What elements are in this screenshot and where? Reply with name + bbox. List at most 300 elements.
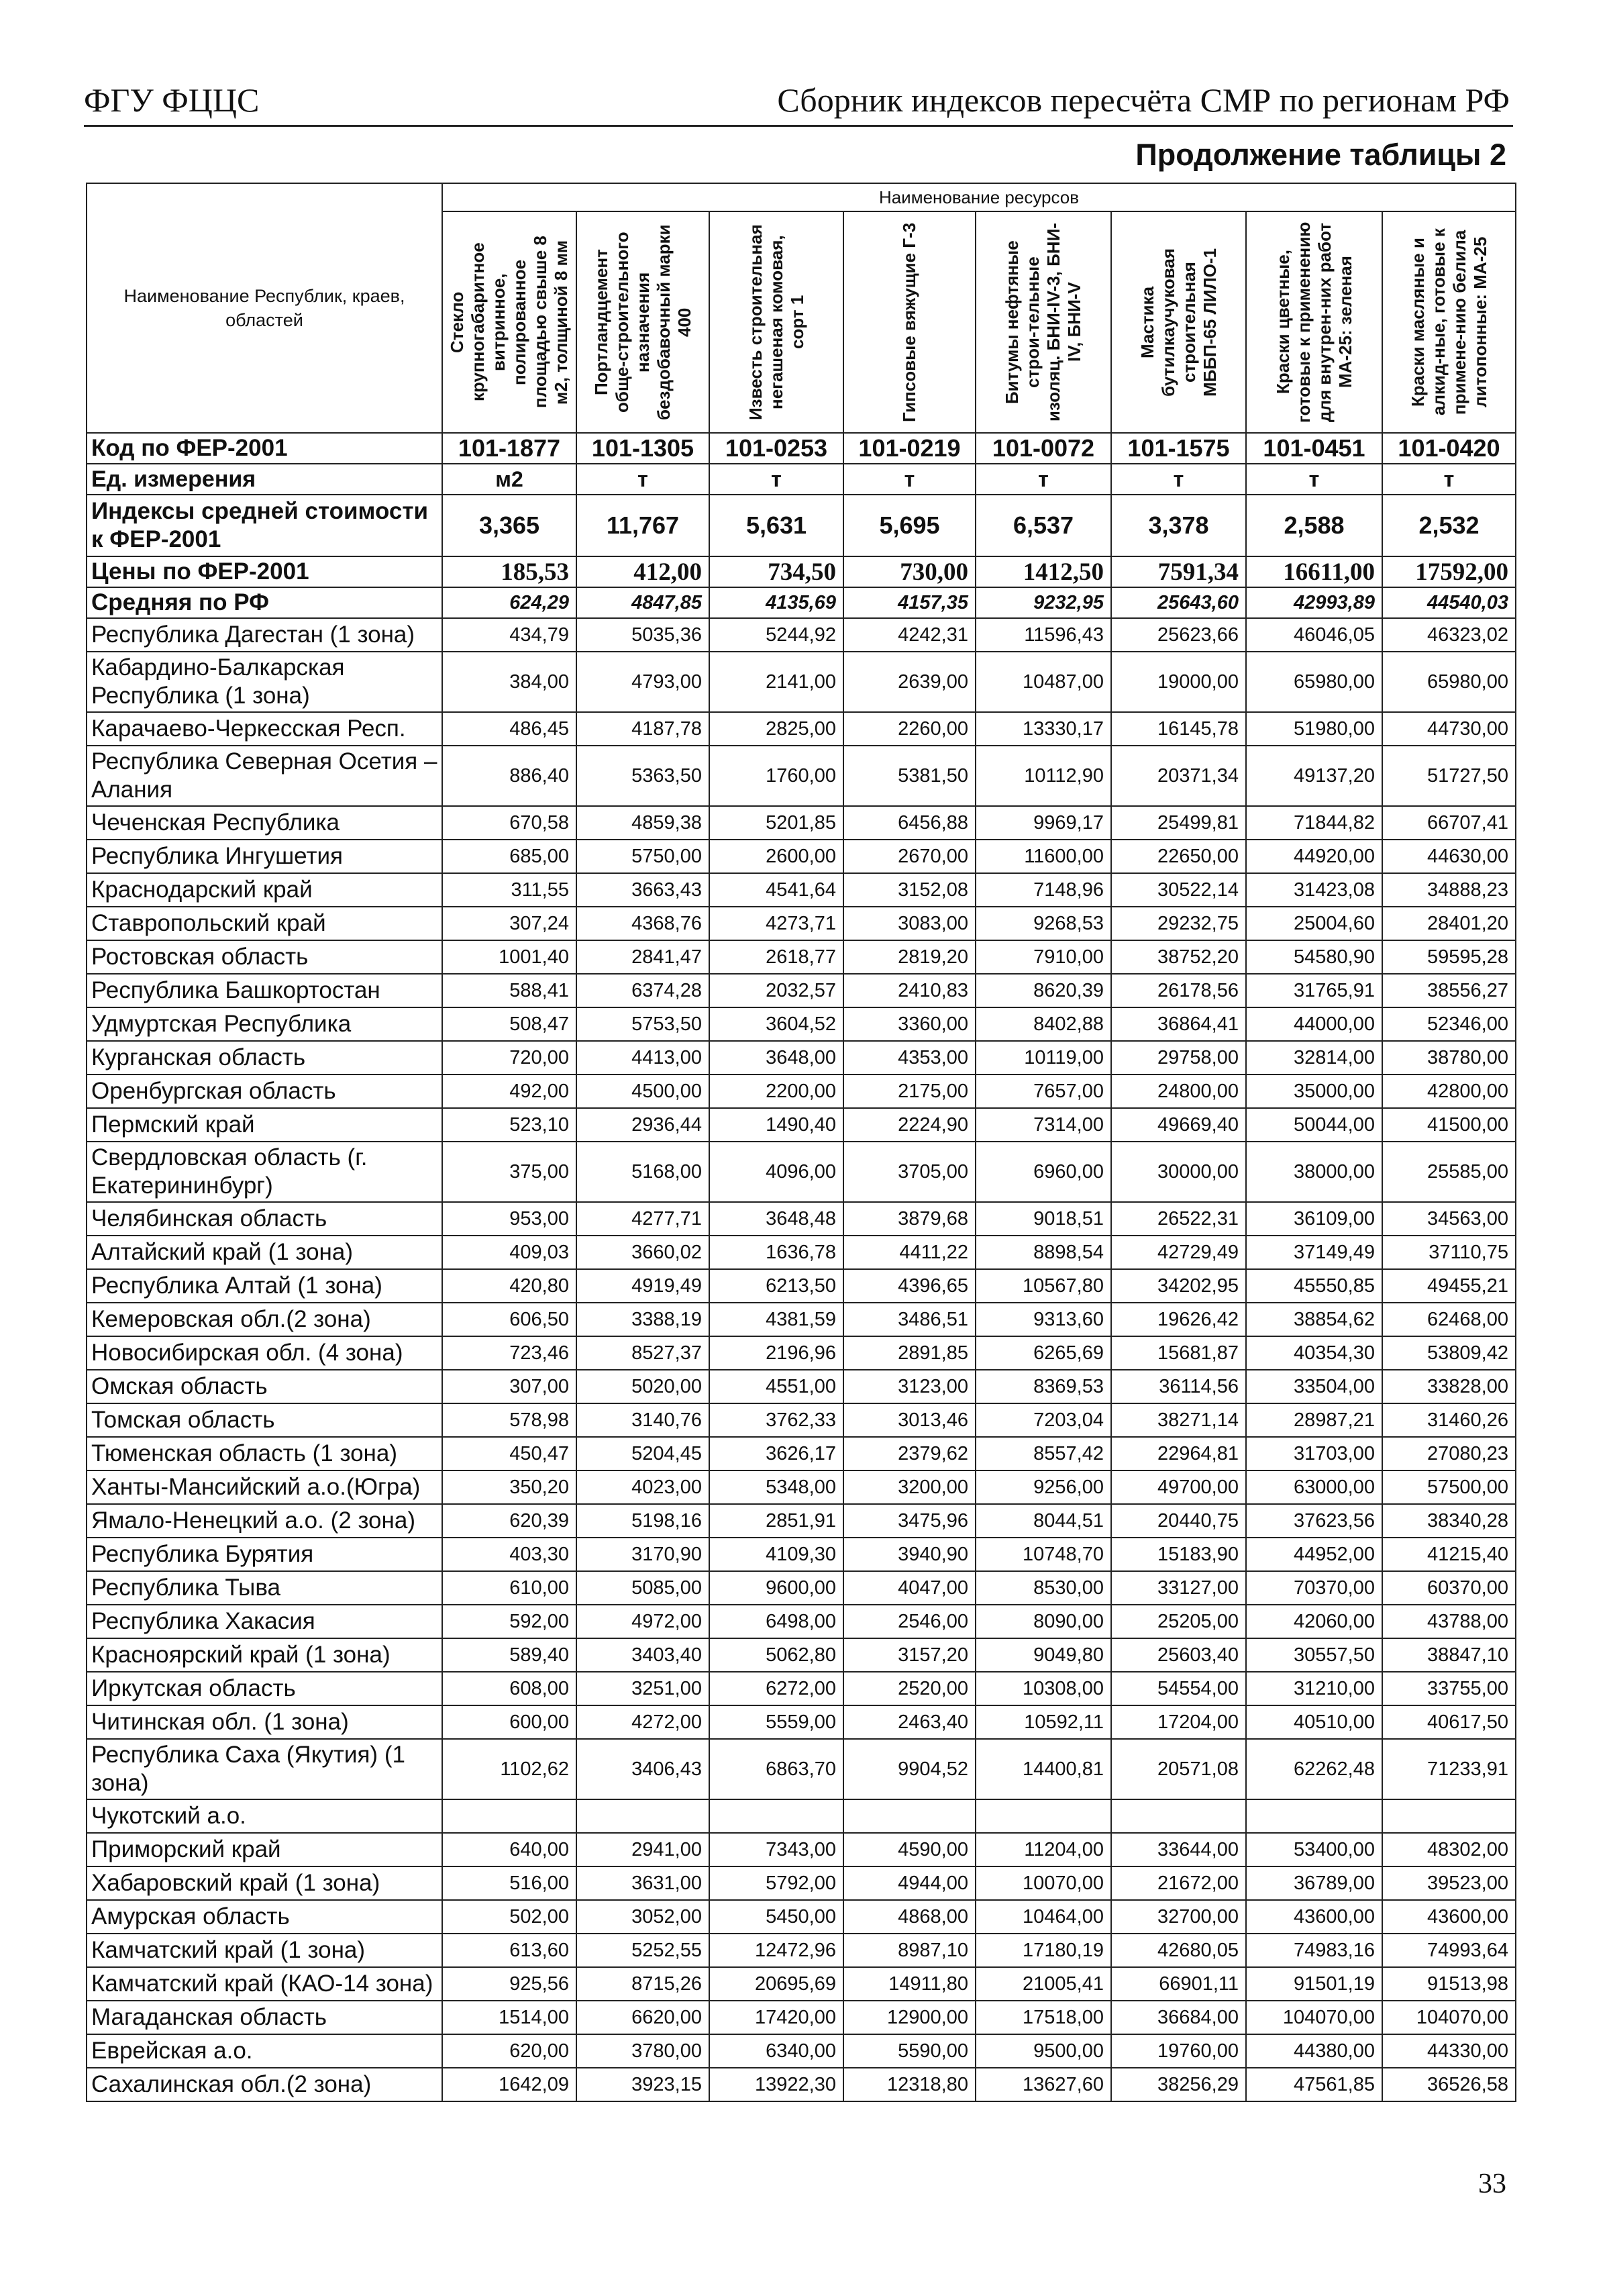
table-row [87,1303,1516,1336]
table-row [87,1900,1516,1934]
value-cell: 91501,19 [1246,1967,1382,2001]
value-cell: 15183,90 [1111,1538,1246,1571]
value-cell: 17592,00 [1382,556,1516,587]
value-cell: 2196,96 [709,1336,843,1370]
value-cell: 44730,00 [1382,712,1516,746]
value-cell: 6863,70 [709,1739,843,1799]
value-cell: 30557,50 [1246,1638,1382,1672]
value-cell: м2 [442,464,576,495]
table-body [87,433,1516,2101]
value-cell: 8369,53 [976,1370,1111,1403]
value-cell: 71844,82 [1246,806,1382,840]
value-cell: 25205,00 [1111,1605,1246,1638]
value-cell: 46323,02 [1382,618,1516,652]
table-row [87,2034,1516,2068]
value-cell: 44000,00 [1246,1007,1382,1041]
value-cell: 5201,85 [709,806,843,840]
table-caption: Продолжение таблицы 2 [1135,138,1506,172]
value-cell: 5792,00 [709,1866,843,1900]
value-cell: 32700,00 [1111,1900,1246,1934]
value-cell: 20440,75 [1111,1504,1246,1538]
value-cell: 33828,00 [1382,1370,1516,1403]
table-row [87,618,1516,652]
value-cell: 31460,26 [1382,1403,1516,1437]
table-row [87,1202,1516,1236]
table-row [87,1739,1516,1799]
table-row [87,940,1516,974]
value-cell: 2546,00 [843,1605,976,1638]
value-cell: 9049,80 [976,1638,1111,1672]
region-name: Республика Дагестан (1 зона) [87,618,442,652]
table-row [87,2001,1516,2034]
value-cell: 11204,00 [976,1833,1111,1866]
value-cell: 6456,88 [843,806,976,840]
value-cell: 9969,17 [976,806,1111,840]
value-cell: 20371,34 [1111,746,1246,806]
region-name: Кабардино-Балкарская Республика (1 зона) [87,652,442,712]
value-cell [1246,1799,1382,1833]
value-cell: 486,45 [442,712,576,746]
value-cell: 6272,00 [709,1672,843,1705]
value-cell: 4551,00 [709,1370,843,1403]
value-cell: 3631,00 [576,1866,709,1900]
value-cell: 5450,00 [709,1900,843,1934]
value-cell: 3157,20 [843,1638,976,1672]
region-name: Алтайский край (1 зона) [87,1236,442,1269]
table-row [87,1672,1516,1705]
value-cell [576,1799,709,1833]
value-cell: 685,00 [442,840,576,873]
resource-header-2 [576,211,709,433]
region-name: Республика Саха (Якутия) (1 зона) [87,1739,442,1799]
value-cell: 608,00 [442,1672,576,1705]
table-row [87,1605,1516,1638]
value-cell: 40617,50 [1382,1705,1516,1739]
resource-header-1 [442,211,576,433]
value-cell: 4847,85 [576,587,709,618]
value-cell: 38000,00 [1246,1142,1382,1202]
value-cell: 4242,31 [843,618,976,652]
value-cell: 9018,51 [976,1202,1111,1236]
value-cell: 20695,69 [709,1967,843,2001]
value-cell: 101-0219 [843,433,976,464]
value-cell: 5,695 [843,495,976,556]
value-cell: 16611,00 [1246,556,1382,587]
row-label: Цены по ФЕР-2001 [87,556,442,587]
value-cell: 5244,92 [709,618,843,652]
value-cell: 4157,35 [843,587,976,618]
value-cell: 31423,08 [1246,873,1382,907]
region-name: Красноярский край (1 зона) [87,1638,442,1672]
table-row [87,1108,1516,1142]
value-cell: 42800,00 [1382,1075,1516,1108]
value-cell: 104070,00 [1246,2001,1382,2034]
code-row [87,433,1516,464]
value-cell: 10112,90 [976,746,1111,806]
value-cell: 74983,16 [1246,1934,1382,1967]
value-cell: 2670,00 [843,840,976,873]
value-cell: 7657,00 [976,1075,1111,1108]
resource-name: Известь строительная негашеная комовая, сорт 1 [745,224,807,420]
value-cell: 17204,00 [1111,1705,1246,1739]
value-cell: 36114,56 [1111,1370,1246,1403]
value-cell: 734,50 [709,556,843,587]
row-label: Индексы средней стоимости к ФЕР-2001 [87,495,442,556]
table-row [87,1538,1516,1571]
value-cell: 2410,83 [843,974,976,1007]
resource-name: Краски масляные и алкид-ные, готовые к примене-нию белила литопонные: МА-25 [1407,228,1490,416]
value-cell: 3388,19 [576,1303,709,1336]
value-cell: 13922,30 [709,2068,843,2101]
value-cell: 44540,03 [1382,587,1516,618]
value-cell: 1490,40 [709,1108,843,1142]
value-cell: 32814,00 [1246,1041,1382,1075]
value-cell: 33644,00 [1111,1833,1246,1866]
value-cell: 185,53 [442,556,576,587]
value-cell: 13330,17 [976,712,1111,746]
value-cell: 492,00 [442,1075,576,1108]
value-cell: 34563,00 [1382,1202,1516,1236]
value-cell: 36864,41 [1111,1007,1246,1041]
value-cell: 3780,00 [576,2034,709,2068]
value-cell: 54580,90 [1246,940,1382,974]
value-cell: 12318,80 [843,2068,976,2101]
value-cell: 42729,49 [1111,1236,1246,1269]
value-cell: 3923,15 [576,2068,709,2101]
resource-header-8 [1382,211,1516,433]
row-label: Средняя по РФ [87,587,442,618]
value-cell: 28987,21 [1246,1403,1382,1437]
value-cell: т [1382,464,1516,495]
value-cell: 11596,43 [976,618,1111,652]
value-cell: 886,40 [442,746,576,806]
value-cell: 3486,51 [843,1303,976,1336]
value-cell: 41500,00 [1382,1108,1516,1142]
value-cell: 12472,96 [709,1934,843,1967]
value-cell: 60370,00 [1382,1571,1516,1605]
table-row [87,1833,1516,1866]
value-cell: 66707,41 [1382,806,1516,840]
value-cell: 4541,64 [709,873,843,907]
value-cell: 9904,52 [843,1739,976,1799]
value-cell: 3648,48 [709,1202,843,1236]
value-cell: т [1111,464,1246,495]
value-cell: 723,46 [442,1336,576,1370]
resource-header-6 [1111,211,1246,433]
value-cell: 5198,16 [576,1504,709,1538]
value-cell: 3705,00 [843,1142,976,1202]
row-label: Код по ФЕР-2001 [87,433,442,464]
value-cell: 9232,95 [976,587,1111,618]
value-cell: 49137,20 [1246,746,1382,806]
value-cell: 6620,00 [576,2001,709,2034]
value-cell: 3403,40 [576,1638,709,1672]
value-cell: 953,00 [442,1202,576,1236]
value-cell: 38752,20 [1111,940,1246,974]
value-cell: 1102,62 [442,1739,576,1799]
value-cell: 46046,05 [1246,618,1382,652]
value-cell: 3660,02 [576,1236,709,1269]
value-cell: 4381,59 [709,1303,843,1336]
value-cell: 4868,00 [843,1900,976,1934]
table-row [87,1571,1516,1605]
value-cell: 7591,34 [1111,556,1246,587]
value-cell: 350,20 [442,1470,576,1504]
value-cell: 66901,11 [1111,1967,1246,2001]
value-cell: 7910,00 [976,940,1111,974]
value-cell: 48302,00 [1382,1833,1516,1866]
region-name: Чеченская Республика [87,806,442,840]
region-name: Республика Ингушетия [87,840,442,873]
value-cell: 34202,95 [1111,1269,1246,1303]
value-cell: 2,532 [1382,495,1516,556]
value-cell [442,1799,576,1833]
value-cell: 5204,45 [576,1437,709,1470]
value-cell: 620,00 [442,2034,576,2068]
value-cell: 5168,00 [576,1142,709,1202]
region-name: Карачаево-Черкесская Респ. [87,712,442,746]
value-cell: 57500,00 [1382,1470,1516,1504]
value-cell: 8620,39 [976,974,1111,1007]
value-cell: 3940,90 [843,1538,976,1571]
value-cell: 35000,00 [1246,1075,1382,1108]
value-cell: 610,00 [442,1571,576,1605]
header-org: ФГУ ФЦЦС [84,81,260,119]
value-cell: 51727,50 [1382,746,1516,806]
table-row [87,1403,1516,1437]
value-cell: 3083,00 [843,907,976,940]
value-cell: 5363,50 [576,746,709,806]
table-row [87,974,1516,1007]
resource-name: Гипсовые вяжущие Г-3 [899,222,919,422]
value-cell: 3,365 [442,495,576,556]
region-name: Еврейская а.о. [87,2034,442,2068]
value-cell: 4273,71 [709,907,843,940]
table-row [87,1370,1516,1403]
region-name: Удмуртская Республика [87,1007,442,1041]
value-cell: 70370,00 [1246,1571,1382,1605]
value-cell: 28401,20 [1382,907,1516,940]
value-cell: 8557,42 [976,1437,1111,1470]
value-cell: 3170,90 [576,1538,709,1571]
table-row [87,712,1516,746]
resources-header: Наименование ресурсов [442,183,1516,211]
table-row [87,1269,1516,1303]
table-row [87,1075,1516,1108]
value-cell: 25004,60 [1246,907,1382,940]
table-row [87,2068,1516,2101]
value-cell: 20571,08 [1111,1739,1246,1799]
value-cell: 5559,00 [709,1705,843,1739]
value-cell: 12900,00 [843,2001,976,2034]
value-cell: 37110,75 [1382,1236,1516,1269]
value-cell: 670,58 [442,806,576,840]
value-cell [843,1799,976,1833]
region-name: Томская область [87,1403,442,1437]
value-cell: 65980,00 [1382,652,1516,712]
value-cell: 33504,00 [1246,1370,1382,1403]
table-row [87,1799,1516,1833]
value-cell: 502,00 [442,1900,576,1934]
value-cell: 5,631 [709,495,843,556]
value-cell: 5252,55 [576,1934,709,1967]
value-cell: 30522,14 [1111,873,1246,907]
table-row [87,840,1516,873]
value-cell: 25585,00 [1382,1142,1516,1202]
value-cell: 14400,81 [976,1739,1111,1799]
value-cell: 2463,40 [843,1705,976,1739]
value-cell: 2841,47 [576,940,709,974]
resource-name: Краски цветные, готовые к применению для внутрен-них работ МА-25: зеленая [1272,221,1355,423]
value-cell: 606,50 [442,1303,576,1336]
value-cell: 5753,50 [576,1007,709,1041]
value-cell: 40354,30 [1246,1336,1382,1370]
table-row [87,873,1516,907]
value-cell: 450,47 [442,1437,576,1470]
value-cell: 508,47 [442,1007,576,1041]
value-cell: 38847,10 [1382,1638,1516,1672]
value-cell: 27080,23 [1382,1437,1516,1470]
table-row [87,1007,1516,1041]
value-cell: 17180,19 [976,1934,1111,1967]
value-cell: 101-0420 [1382,433,1516,464]
value-cell: 30000,00 [1111,1142,1246,1202]
value-cell: 62262,48 [1246,1739,1382,1799]
value-cell: 3604,52 [709,1007,843,1041]
value-cell: 34888,23 [1382,873,1516,907]
value-cell: 21672,00 [1111,1866,1246,1900]
value-cell: 3360,00 [843,1007,976,1041]
value-cell: 4500,00 [576,1075,709,1108]
value-cell: 43600,00 [1382,1900,1516,1934]
region-name: Чукотский а.о. [87,1799,442,1833]
value-cell: 22650,00 [1111,840,1246,873]
value-cell: 3879,68 [843,1202,976,1236]
value-cell: 44630,00 [1382,840,1516,873]
value-cell: 9600,00 [709,1571,843,1605]
value-cell: 5381,50 [843,746,976,806]
value-cell: 2200,00 [709,1075,843,1108]
value-cell: 36789,00 [1246,1866,1382,1900]
value-cell: 600,00 [442,1705,576,1739]
region-name: Кемеровская обл.(2 зона) [87,1303,442,1336]
value-cell: 9313,60 [976,1303,1111,1336]
value-cell [1382,1799,1516,1833]
resource-header-5 [976,211,1111,433]
value-cell: 2032,57 [709,974,843,1007]
value-cell: 2891,85 [843,1336,976,1370]
value-cell: 516,00 [442,1866,576,1900]
value-cell: 49669,40 [1111,1108,1246,1142]
value-cell: 5020,00 [576,1370,709,1403]
value-cell: 8044,51 [976,1504,1111,1538]
region-name: Ростовская область [87,940,442,974]
value-cell: 10464,00 [976,1900,1111,1934]
value-cell: 26522,31 [1111,1202,1246,1236]
value-cell: 4368,76 [576,907,709,940]
value-cell: 11,767 [576,495,709,556]
region-name: Республика Хакасия [87,1605,442,1638]
region-name: Камчатский край (КАО-14 зона) [87,1967,442,2001]
value-cell: 4972,00 [576,1605,709,1638]
value-cell: 29232,75 [1111,907,1246,940]
value-cell: 3762,33 [709,1403,843,1437]
value-cell: 384,00 [442,652,576,712]
value-cell: 307,00 [442,1370,576,1403]
value-cell: 2379,62 [843,1437,976,1470]
table-row [87,1236,1516,1269]
value-cell: 41215,40 [1382,1538,1516,1571]
value-cell: 4272,00 [576,1705,709,1739]
value-cell: 620,39 [442,1504,576,1538]
value-cell: 31210,00 [1246,1672,1382,1705]
value-cell: 6498,00 [709,1605,843,1638]
value-cell: 40510,00 [1246,1705,1382,1739]
table-row [87,1934,1516,1967]
value-cell: 9500,00 [976,2034,1111,2068]
value-cell: 16145,78 [1111,712,1246,746]
value-cell: 2141,00 [709,652,843,712]
value-cell: 307,24 [442,907,576,940]
value-cell: 2825,00 [709,712,843,746]
value-cell: 39523,00 [1382,1866,1516,1900]
value-cell: 3152,08 [843,873,976,907]
value-cell: 42060,00 [1246,1605,1382,1638]
value-cell: 1642,09 [442,2068,576,2101]
value-cell: 4023,00 [576,1470,709,1504]
value-cell: 44330,00 [1382,2034,1516,2068]
value-cell: 4793,00 [576,652,709,712]
value-cell: 50044,00 [1246,1108,1382,1142]
value-cell: 9268,53 [976,907,1111,940]
value-cell: 15681,87 [1111,1336,1246,1370]
value-cell: 613,60 [442,1934,576,1967]
index-table [86,183,1516,2102]
value-cell: 38256,29 [1111,2068,1246,2101]
region-name: Хабаровский край (1 зона) [87,1866,442,1900]
value-cell: 1001,40 [442,940,576,974]
value-cell: 53809,42 [1382,1336,1516,1370]
value-cell: 33755,00 [1382,1672,1516,1705]
region-name: Иркутская область [87,1672,442,1705]
value-cell: 42993,89 [1246,587,1382,618]
value-cell: 43788,00 [1382,1605,1516,1638]
region-name: Амурская область [87,1900,442,1934]
value-cell: 53400,00 [1246,1833,1382,1866]
value-cell: 5085,00 [576,1571,709,1605]
value-cell: 17518,00 [976,2001,1111,2034]
value-cell: 31765,91 [1246,974,1382,1007]
value-cell: 19626,42 [1111,1303,1246,1336]
region-name: Тюменская область (1 зона) [87,1437,442,1470]
value-cell: 7148,96 [976,873,1111,907]
value-cell: 8715,26 [576,1967,709,2001]
table-row [87,1866,1516,1900]
value-cell: 4096,00 [709,1142,843,1202]
value-cell: 3626,17 [709,1437,843,1470]
value-cell: 42680,05 [1111,1934,1246,1967]
value-cell: 4859,38 [576,806,709,840]
resource-name: Портландцемент обще-строительного назначения бездобавочный марки 400 [590,224,694,420]
value-cell: т [976,464,1111,495]
value-cell: 7314,00 [976,1108,1111,1142]
value-cell: 101-0451 [1246,433,1382,464]
value-cell: 2936,44 [576,1108,709,1142]
region-name: Челябинская область [87,1202,442,1236]
value-cell: 25499,81 [1111,806,1246,840]
value-cell: 2851,91 [709,1504,843,1538]
value-cell: 8402,88 [976,1007,1111,1041]
